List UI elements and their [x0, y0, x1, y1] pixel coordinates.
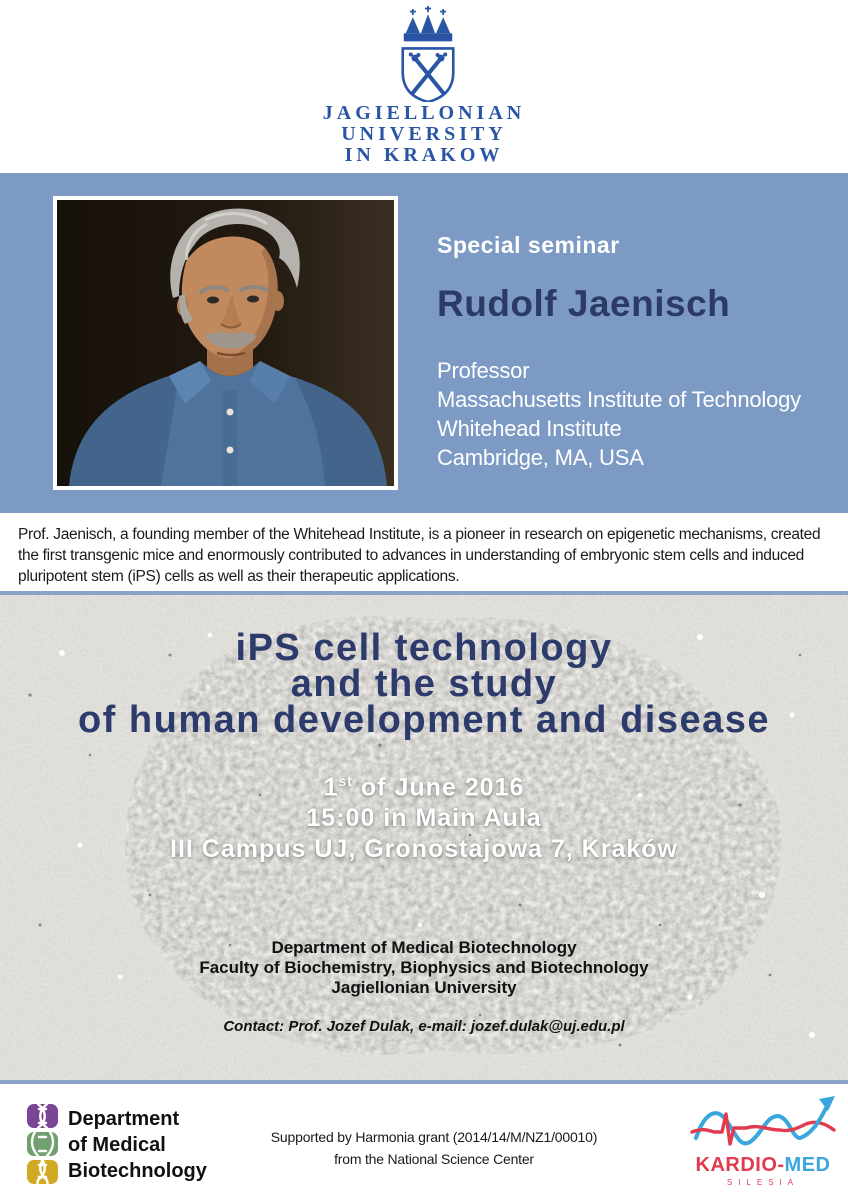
event-title [0, 627, 848, 741]
affiliation-line: Massachusetts Institute of Technology [437, 387, 801, 412]
date-superscript: st [338, 773, 353, 789]
department-logo-text [68, 1106, 207, 1184]
grant-line: from the National Science Center [334, 1151, 534, 1167]
university-wordmark [0, 103, 848, 166]
ecg-waves-icon [688, 1094, 838, 1154]
wordmark-line: UNIVERSITY [341, 123, 507, 145]
organizer-line: Jagiellonian University [331, 978, 517, 997]
portrait-photo [53, 196, 398, 490]
department-logo-line: Department [68, 1108, 180, 1130]
portrait-illustration [57, 200, 394, 486]
affiliation-line: Cambridge, MA, USA [437, 445, 644, 470]
organizer-block [0, 938, 848, 998]
speaker-name: Rudolf Jaenisch [437, 283, 731, 324]
event-datetime-venue [0, 766, 848, 865]
affiliation-line: Whitehead Institute [437, 416, 622, 441]
organizer-line: Faculty of Biochemistry, Biophysics and Biotechnology [199, 958, 649, 977]
seminar-kicker: Special seminar [437, 232, 620, 258]
affiliation-line: Professor [437, 358, 530, 383]
event-title-line: iPS cell technology [235, 627, 613, 669]
wordmark-line: IN KRAKOW [344, 144, 504, 166]
dna-blocks-icon [25, 1104, 61, 1186]
event-title-line: and the study [290, 663, 558, 705]
contact-line: Contact: Prof. Jozef Dulak, e-mail: jozef.dulak@uj.edu.pl [223, 1018, 625, 1035]
kardiomed-wordmark: KARDIO-MED [695, 1154, 831, 1176]
event-title-line: of human development and disease [77, 699, 771, 741]
ju-crest-icon [372, 6, 484, 102]
grant-acknowledgement [224, 1126, 644, 1170]
event-time: 15:00 in Main Aula [306, 804, 542, 833]
event-date: 1st of June 2016 [323, 773, 525, 802]
speaker-bio: Prof. Jaenisch, a founding member of the Whitehead Institute, is a pioneer in research on epigenetic mechanisms, created the first transgenic mice and enormously contributed to advances in understanding of embryonic stem cells and induced pluripotent stem (iPS) cells as well as their therapeutic applications. [18, 526, 821, 585]
grant-line: Supported by Harmonia grant (2014/14/M/NZ1/00010) [270, 1129, 598, 1145]
wordmark-line: JAGIELLONIAN [322, 102, 526, 124]
event-venue: III Campus UJ, Gronostajowa 7, Kraków [170, 835, 678, 864]
department-logo-line: of Medical [68, 1134, 166, 1156]
kardiomed-logo [688, 1094, 838, 1187]
organizer-line: Department of Medical Biotechnology [271, 938, 577, 957]
speaker-affiliation [437, 356, 801, 472]
department-logo-line: Biotechnology [68, 1160, 207, 1182]
kardiomed-subtitle: SILESIA [726, 1178, 800, 1187]
